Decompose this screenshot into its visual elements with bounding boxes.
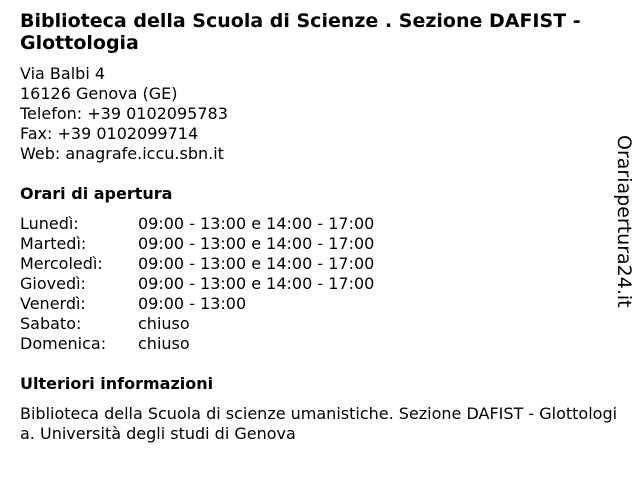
city-address: 16126 Genova (GE) (20, 84, 178, 103)
day-label: Lunedì: (20, 214, 79, 233)
day-label: Venerdì: (20, 294, 86, 313)
day-label: Sabato: (20, 314, 82, 333)
time-value: 09:00 - 13:00 e 14:00 - 17:00 (138, 274, 375, 293)
further-info-heading: Ulteriori informazioni (20, 374, 214, 393)
opening-hours-heading: Orari di apertura (20, 184, 173, 203)
site-watermark: Orariapertura24.it (613, 135, 635, 308)
time-value: 09:00 - 13:00 e 14:00 - 17:00 (138, 214, 375, 233)
day-label: Martedì: (20, 234, 87, 253)
phone-number: Telefon: +39 0102095783 (20, 104, 228, 123)
day-label: Mercoledì: (20, 254, 103, 273)
street-address: Via Balbi 4 (20, 64, 106, 83)
time-value: 09:00 - 13:00 e 14:00 - 17:00 (138, 234, 375, 253)
time-value: chiuso (138, 314, 190, 333)
day-label: Giovedì: (20, 274, 86, 293)
address-block (20, 64, 228, 164)
library-title: Biblioteca della Scuola di Scienze . Sezione DAFIST - Glottologia (20, 10, 581, 54)
time-value: 09:00 - 13:00 (138, 294, 247, 313)
website: Web: anagrafe.iccu.sbn.it (20, 144, 224, 163)
time-value: 09:00 - 13:00 e 14:00 - 17:00 (138, 254, 375, 273)
time-value: chiuso (138, 334, 190, 353)
further-info-text: Biblioteca della Scuola di scienze umanistiche. Sezione DAFIST - Glottologia. Università degli studi di Genova (20, 404, 618, 443)
fax-number: Fax: +39 0102099714 (20, 124, 199, 143)
day-label: Domenica: (20, 334, 107, 353)
